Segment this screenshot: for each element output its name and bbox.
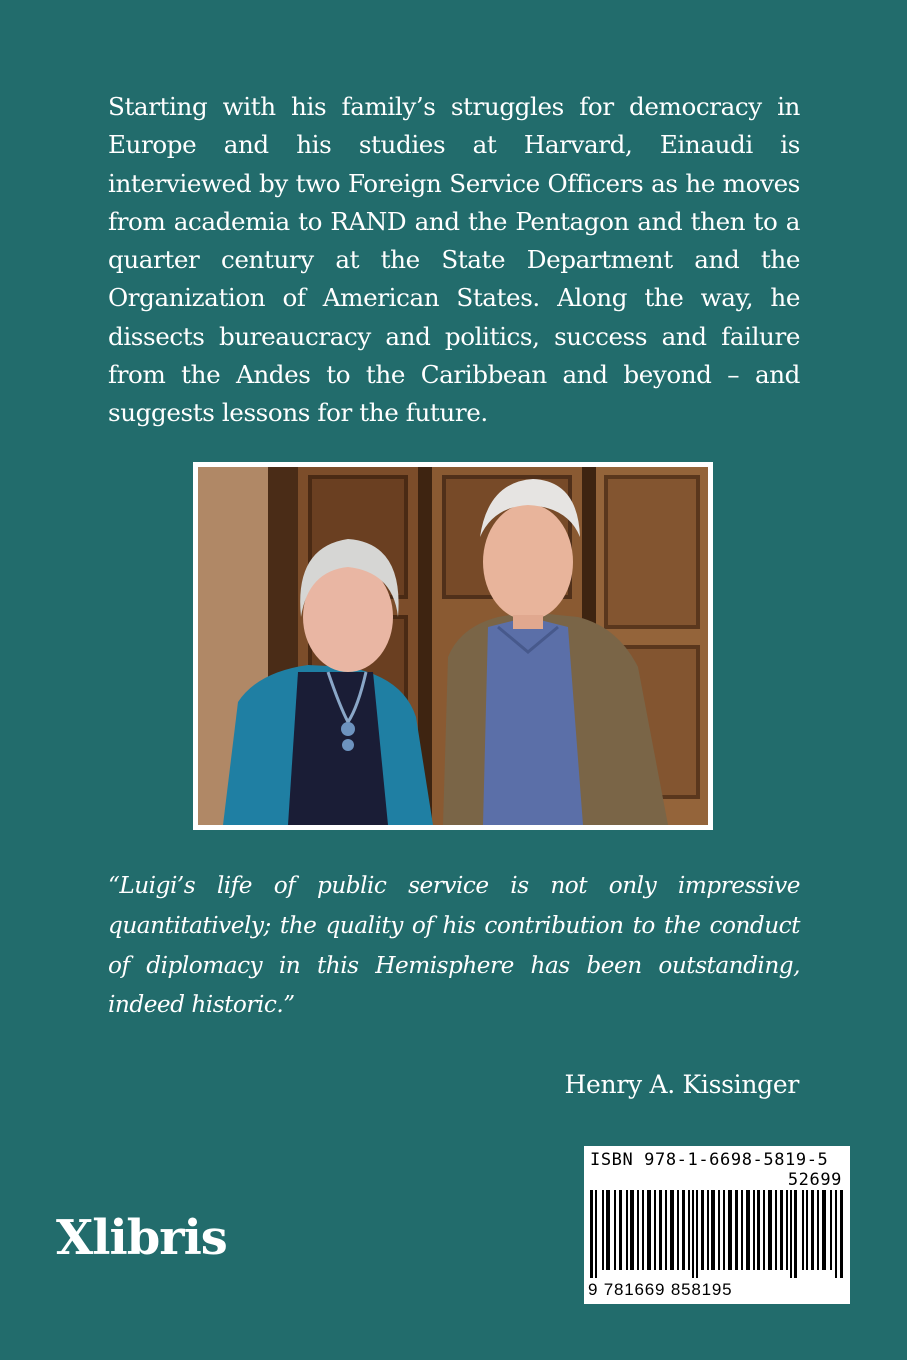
publisher-logo: Xlibris: [56, 1210, 227, 1266]
price-code: 52699: [787, 1170, 842, 1190]
author-photo: [193, 462, 713, 830]
back-cover-blurb: Starting with his family’s struggles for democracy in Europe and his studies at Harvard, Einaudi is interviewed by two Foreign Service Officers as he moves from academia to RAND and the Pentagon and then to a quarter century at the State Department and the Organization of American States. Along the way, he dissects bureaucracy and politics, success and failure from the Andes to the Caribbean and beyond – and suggests lessons for the future.: [108, 92, 800, 428]
endorsement-quote: “Luigi’s life of public service is not only impressive quantitatively; the quality of his contribution to the conduct of diplomacy in this Hemisphere has been outstanding, indeed historic.”: [108, 872, 800, 1019]
barcode-bars: [590, 1190, 844, 1278]
barcode-digits: 9 781669 858195: [588, 1280, 733, 1299]
quote-attribution: Henry A. Kissinger: [564, 1070, 799, 1099]
isbn-label: ISBN 978-1-6698-5819-5: [590, 1150, 829, 1170]
author-photo-illustration: [198, 467, 708, 825]
isbn-barcode: [584, 1146, 850, 1304]
